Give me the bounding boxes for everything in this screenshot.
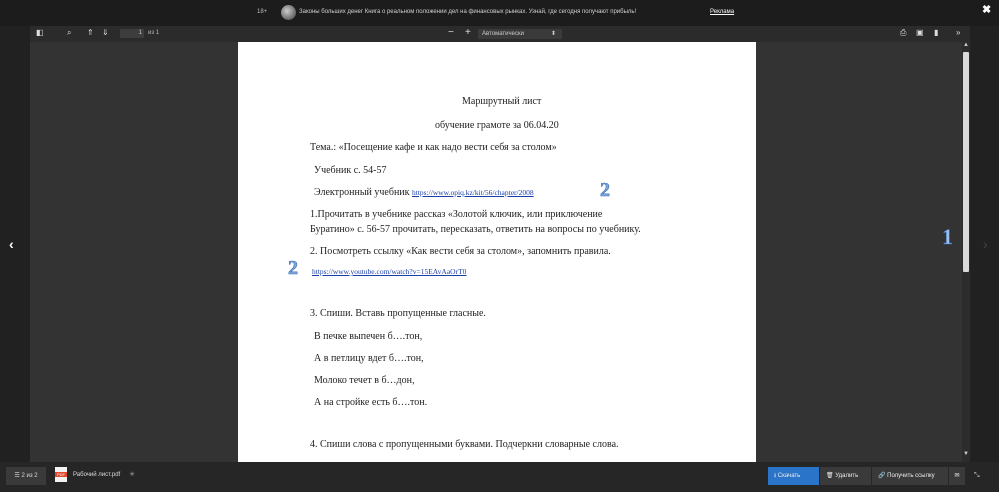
previous-file-button[interactable]: ‹ <box>9 236 14 252</box>
doc-poem-line: А в петлицу вдет б….тон, <box>314 353 424 364</box>
save-icon[interactable]: ▣ <box>916 28 924 37</box>
download-button[interactable]: ⭳ Скачать <box>768 467 819 485</box>
doc-task1-line1: 1.Прочитать в учебнике рассказ «Золотой ключик, или приключение <box>310 209 603 220</box>
pdf-page <box>238 42 756 462</box>
annotation-badge: 1 <box>942 224 953 249</box>
doc-subtitle: обучение грамоте за 06.04.20 <box>435 120 559 131</box>
more-tools-icon[interactable]: » <box>956 28 961 37</box>
scroll-thumb[interactable] <box>963 52 969 272</box>
pdf-tag: PDF <box>57 472 65 477</box>
pdf-toolbar <box>30 26 970 42</box>
ad-bar <box>0 0 999 26</box>
pages-button[interactable]: ☰ 2 из 2 <box>6 467 46 485</box>
doc-task2-link-line <box>312 266 466 277</box>
expand-icon[interactable]: ⤡ <box>974 472 980 479</box>
sidebar-toggle-icon[interactable]: ◧ <box>36 28 44 37</box>
print-icon[interactable]: ⎙ <box>900 28 907 37</box>
search-icon[interactable]: ⌕ <box>67 28 72 37</box>
youtube-link[interactable]: https://www.youtube.com/watch?v=15EAvAaOrT0 <box>312 267 467 276</box>
bookmark-icon[interactable]: ▮ <box>934 28 939 37</box>
zoom-select-value: Автоматически <box>482 31 524 37</box>
star-icon[interactable]: ★ <box>129 471 136 478</box>
zoom-out-button[interactable]: − <box>448 27 454 38</box>
doc-etextbook <box>314 187 534 198</box>
ad-age-label: 18+ <box>257 9 268 15</box>
previous-page-icon[interactable]: ⇑ <box>87 28 94 37</box>
doc-poem-line: Молоко течет в б…дон, <box>314 375 415 386</box>
doc-task2: 2. Посмотреть ссылку «Как вести себя за столом», запомнить правила. <box>310 246 611 257</box>
ad-logo-icon[interactable] <box>281 5 296 20</box>
close-icon[interactable]: ✖ <box>982 4 992 16</box>
zoom-select[interactable] <box>478 29 562 39</box>
doc-theme: Тема.: «Посещение кафе и как надо вести себя за столом» <box>310 142 557 153</box>
doc-poem-line: В печке выпечен б….тон, <box>314 331 423 342</box>
page-number-input[interactable]: 1 <box>120 29 144 38</box>
chevron-down-icon: ⬍ <box>550 31 556 37</box>
ad-link[interactable]: Реклама <box>710 9 735 15</box>
handwritten-mark: 2 <box>288 257 298 279</box>
next-file-button[interactable]: › <box>983 236 988 252</box>
get-link-button[interactable]: 🔗 Получить ссылку <box>872 467 948 485</box>
doc-textbook: Учебник с. 54-57 <box>314 165 387 176</box>
file-name: Рабочий лист.pdf <box>73 472 121 478</box>
etextbook-link[interactable]: https://www.opiq.kz/kit/56/chapter/2008 <box>412 188 534 197</box>
ad-text[interactable]: Законы больших денег Книга о реальном положении дел на финансовых рынках. Узнай, где сегодня получают прибыль! <box>299 9 637 15</box>
doc-title: Маршрутный лист <box>462 96 542 107</box>
page-count-label: из 1 <box>148 30 160 36</box>
zoom-in-button[interactable]: + <box>465 27 471 38</box>
doc-task4: 4. Спиши слова с пропущенными буквами. Подчеркни словарные слова. <box>310 439 619 450</box>
handwritten-mark: 2 <box>600 179 610 201</box>
scroll-up-icon[interactable]: ▲ <box>963 42 969 48</box>
pdf-viewer[interactable] <box>30 42 970 462</box>
etextbook-label: Электронный учебник <box>314 187 410 198</box>
doc-poem-line: А на стройке есть б….тон. <box>314 397 428 408</box>
message-button[interactable]: ✉ <box>949 467 965 485</box>
scrollbar[interactable] <box>962 42 970 462</box>
pdf-file-icon <box>55 467 67 482</box>
doc-task1-line2: Буратино» с. 56-57 прочитать, пересказать, ответить на вопросы по учебнику. <box>310 224 641 235</box>
doc-task3: 3. Спиши. Вставь пропущенные гласные. <box>310 308 486 319</box>
next-page-icon[interactable]: ⇓ <box>102 28 109 37</box>
delete-button[interactable]: 🗑 Удалить <box>820 467 871 485</box>
bottom-bar <box>0 462 999 492</box>
scroll-down-icon[interactable]: ▼ <box>963 451 969 457</box>
